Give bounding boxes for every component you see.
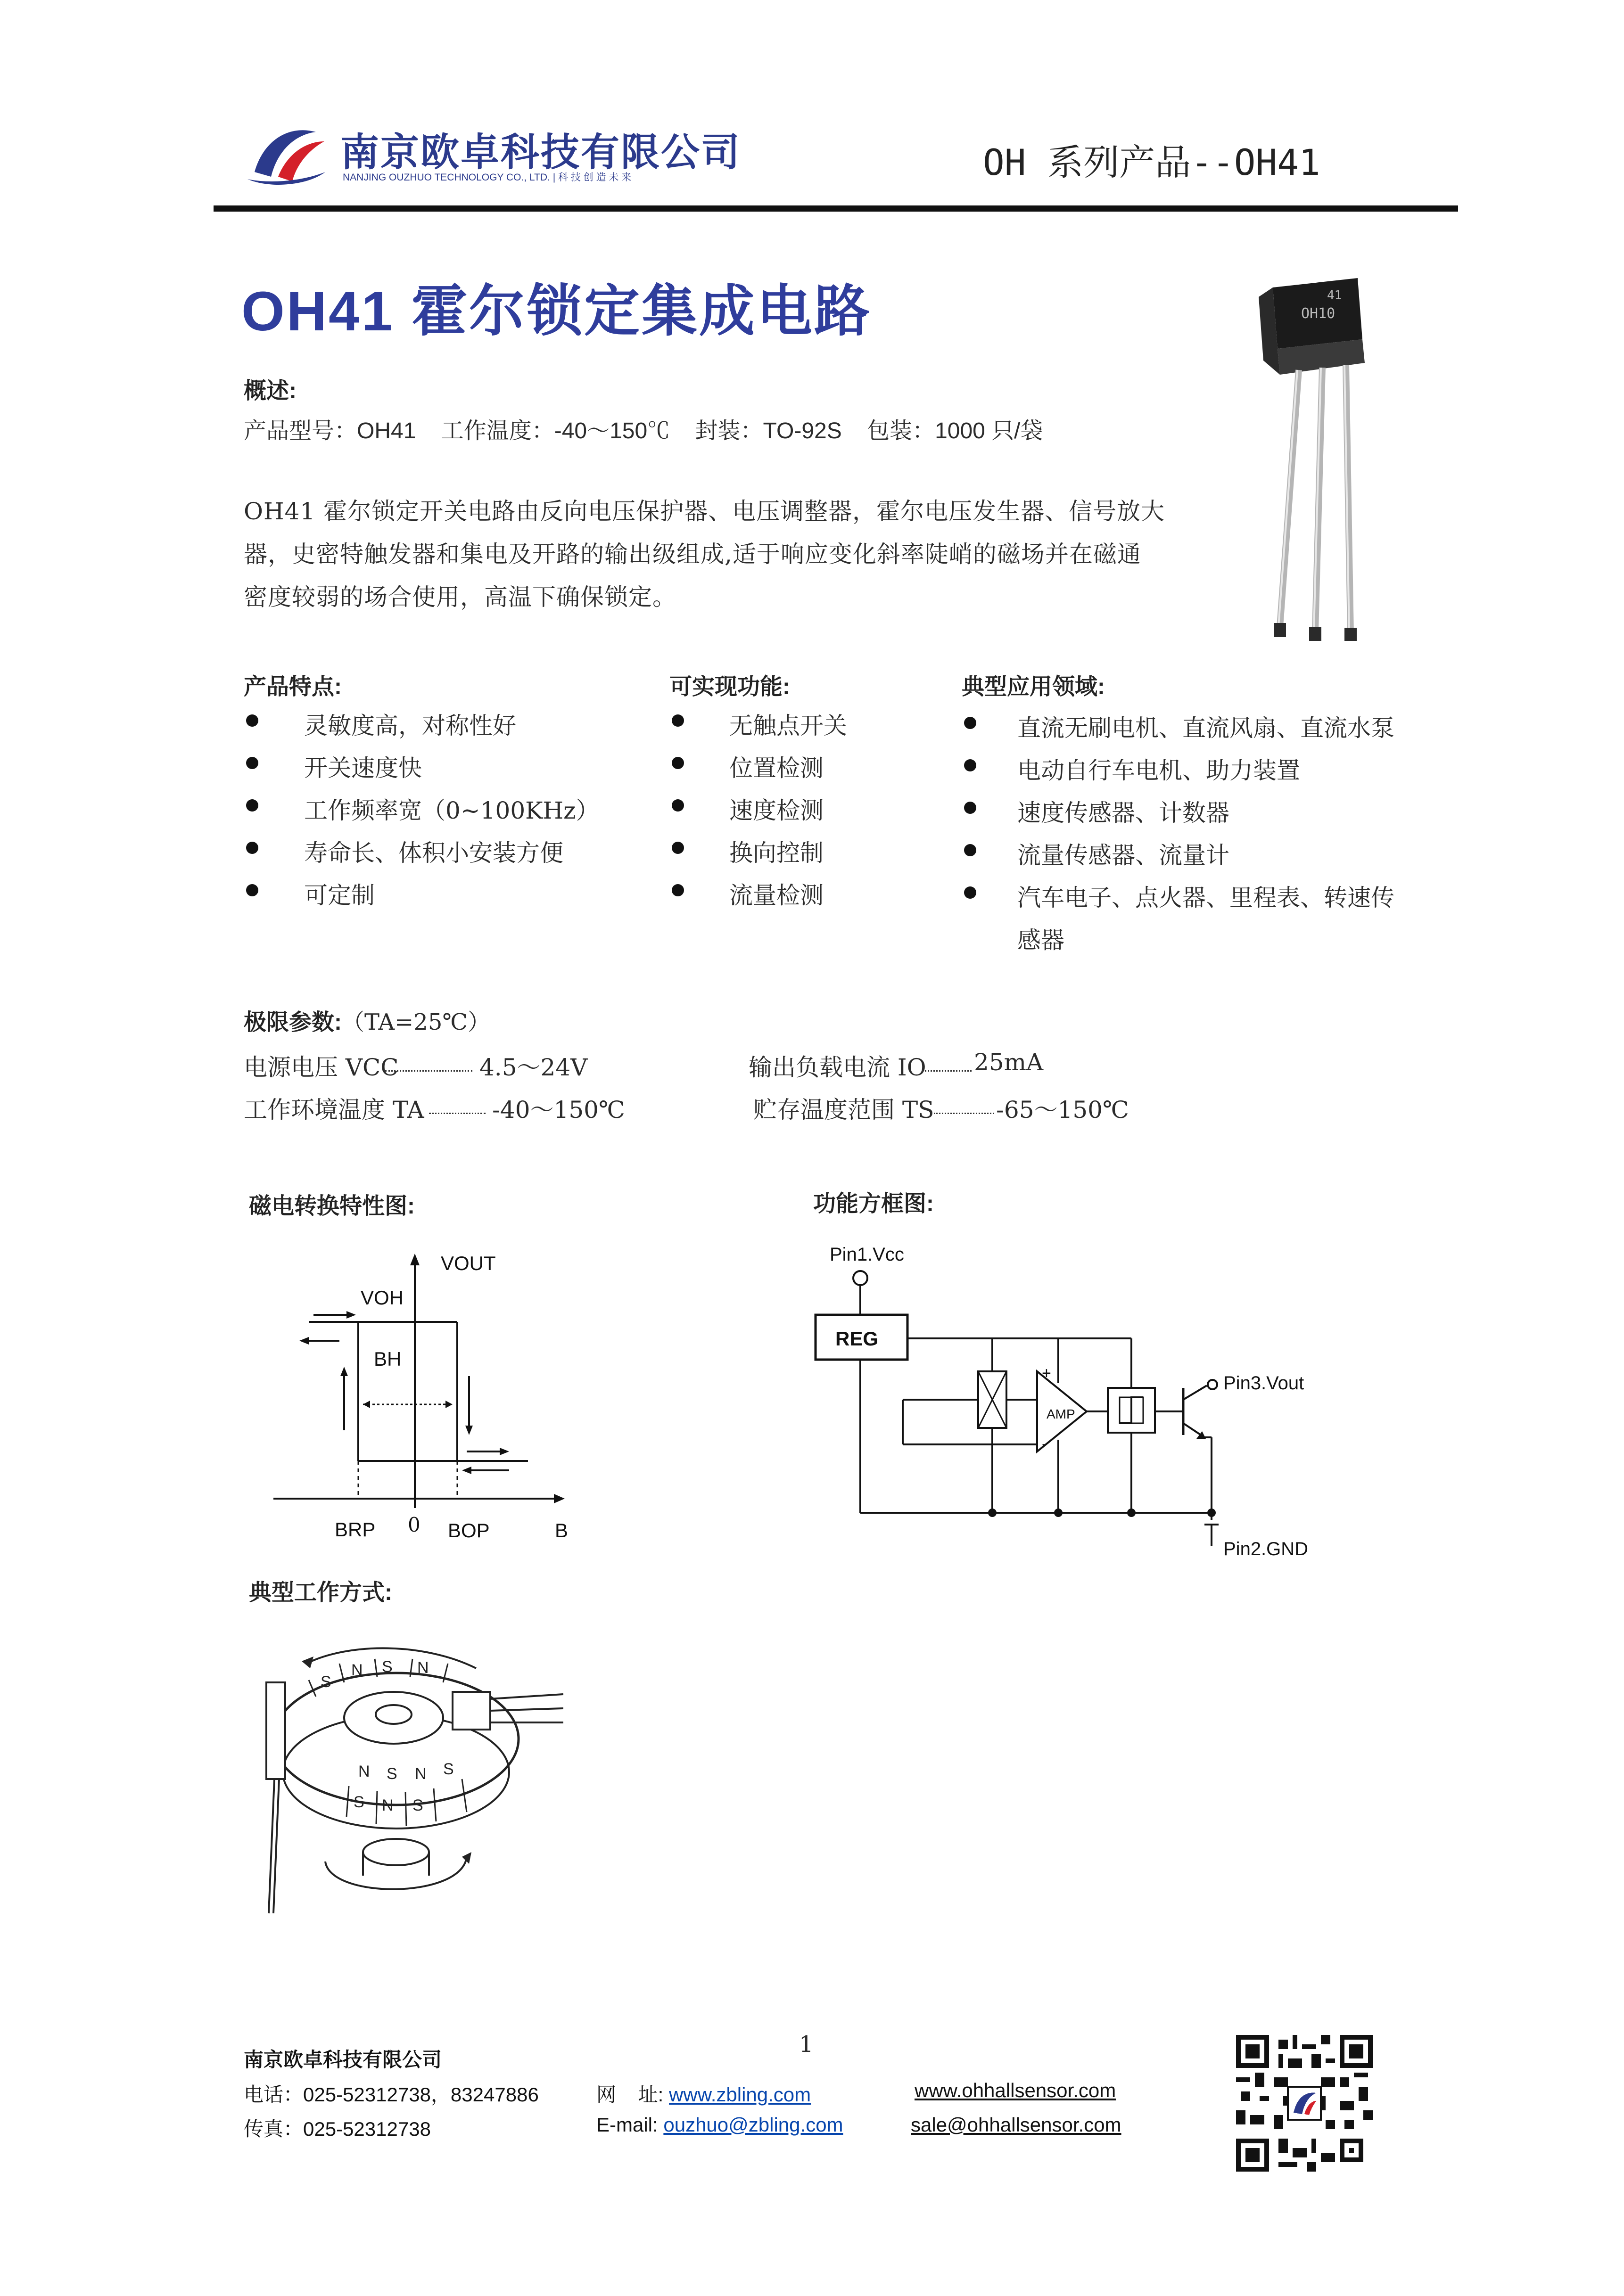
list-item-text: 灵敏度高，对称性好 xyxy=(304,712,516,739)
magnetic-chart xyxy=(264,1244,594,1555)
description-line: 器，史密特触发器和集电及开路的输出级组成,适于响应变化斜率陡峭的磁场并在磁通 xyxy=(244,541,1141,568)
pole-label: N xyxy=(382,1796,394,1814)
list-item-text: 汽车电子、点火器、里程表、转速传 xyxy=(1017,884,1394,911)
chip-marking-2: OH10 xyxy=(1301,305,1335,322)
product-photo xyxy=(1245,269,1377,641)
overview-specs: 产品型号：OH41 工作温度：-40～150℃ 封装：TO-92S 包装：1000 只/袋 xyxy=(244,418,1043,443)
footer-web-row xyxy=(596,2079,811,2107)
pole-label: S xyxy=(321,1673,331,1691)
limit-ts-label: 贮存温度范围 TS xyxy=(753,1096,934,1123)
limits-heading: 极限参数: xyxy=(244,1010,342,1035)
limit-io-label: 输出负载电流 IO xyxy=(749,1054,926,1081)
description-line: 密度较弱的场合使用，高温下确保锁定。 xyxy=(244,583,676,611)
email-link-2[interactable]: sale@ohhallsensor.com xyxy=(911,2114,1121,2136)
list-item-text: 寿命长、体积小安装方便 xyxy=(304,839,563,867)
pin1-terminal xyxy=(853,1271,867,1285)
bullet-icon xyxy=(672,714,684,727)
block-diagram-heading: 功能方框图: xyxy=(813,1191,934,1216)
logo-swoosh-icon xyxy=(245,120,328,189)
bullet-icon xyxy=(246,884,258,896)
company-name-en: NANJING OUZHUO TECHNOLOGY CO., LTD. | 科 技 创 造 未 来 xyxy=(343,172,632,183)
list-item xyxy=(672,707,847,741)
voh-label: VOH xyxy=(361,1287,404,1309)
list-item xyxy=(672,877,824,910)
leader-dots xyxy=(922,1070,972,1072)
list-item-text: 直流无刷电机、直流风扇、直流水泵 xyxy=(1017,714,1394,742)
pole-label: S xyxy=(354,1793,364,1811)
email-label: E-mail: xyxy=(596,2114,658,2136)
pole-label: S xyxy=(412,1796,423,1814)
list-item-text: 电动自行车电机、助力装置 xyxy=(1017,757,1300,784)
leader-dots xyxy=(429,1113,486,1114)
limit-ta-row xyxy=(244,1091,625,1123)
web-link-2[interactable]: www.ohhallsensor.com xyxy=(915,2079,1116,2101)
pole-label: S xyxy=(382,1658,393,1676)
limit-vcc-label: 电源电压 VCC xyxy=(244,1054,399,1081)
bullet-icon xyxy=(246,714,258,727)
qr-code xyxy=(1236,2035,1373,2172)
bop-label: BOP xyxy=(448,1519,490,1542)
pole-label: N xyxy=(417,1659,429,1677)
list-item-text: 可定制 xyxy=(304,882,375,909)
b-axis-label: B xyxy=(555,1519,569,1542)
features-list xyxy=(246,707,623,919)
bullet-icon xyxy=(672,757,684,769)
limit-ts-row xyxy=(753,1091,1130,1123)
chip-marking-1: 41 xyxy=(1327,288,1342,303)
limit-vcc-value: 4.5～24V xyxy=(479,1054,588,1081)
header-rule xyxy=(214,205,1458,212)
limit-ta-value: -40～150℃ xyxy=(492,1096,625,1123)
limit-ta-label: 工作环境温度 TA xyxy=(244,1096,424,1123)
limits-condition: （TA=25℃） xyxy=(342,1009,491,1035)
footer-tel: 电话：025-52312738，83247886 xyxy=(244,2083,539,2106)
pin3-label: Pin3.Vout xyxy=(1223,1373,1304,1394)
hall-sensor xyxy=(453,1692,490,1730)
overview-description xyxy=(244,490,1210,619)
list-item-text: 感器 xyxy=(1017,927,1064,954)
pole-label: N xyxy=(415,1765,427,1783)
bullet-icon xyxy=(246,757,258,769)
list-item-text: 开关速度快 xyxy=(304,754,422,782)
bullet-icon xyxy=(964,759,976,771)
limits-heading-row xyxy=(244,1004,490,1036)
pin1-label: Pin1.Vcc xyxy=(830,1244,904,1265)
bullet-icon xyxy=(672,884,684,896)
list-item xyxy=(964,836,1229,870)
vout-label: VOUT xyxy=(441,1252,496,1274)
series-label: OH 系列产品--OH41 xyxy=(983,141,1320,183)
typical-usage-heading: 典型工作方式: xyxy=(249,1580,392,1605)
list-item xyxy=(964,709,1394,743)
footer-email-row xyxy=(596,2114,843,2136)
functions-list xyxy=(672,707,955,919)
pin2-label: Pin2.GND xyxy=(1223,1539,1309,1559)
web-label: 网 址: xyxy=(596,2083,664,2106)
applications-heading: 典型应用领域: xyxy=(962,674,1105,699)
block-diagram xyxy=(806,1237,1358,1567)
functions-heading: 可实现功能: xyxy=(669,674,790,699)
email-link-1[interactable]: ouzhuo@zbling.com xyxy=(663,2114,843,2136)
bullet-icon xyxy=(964,844,976,856)
overview-heading: 概述: xyxy=(244,378,297,403)
list-item-text: 速度传感器、计数器 xyxy=(1017,799,1229,827)
pole-label: N xyxy=(351,1661,363,1679)
web-link-1[interactable]: www.zbling.com xyxy=(669,2083,811,2106)
origin-label: 0 xyxy=(408,1513,420,1536)
bullet-icon xyxy=(246,842,258,854)
page-number: 1 xyxy=(799,2031,814,2058)
list-item xyxy=(246,834,563,868)
pin3-terminal xyxy=(1208,1380,1217,1389)
list-item xyxy=(246,749,422,783)
list-item-text: 位置检测 xyxy=(729,754,824,782)
list-item xyxy=(672,834,824,868)
svg-text:-: - xyxy=(1042,1435,1047,1453)
list-item-continuation xyxy=(964,921,1064,955)
leader-dots xyxy=(934,1113,994,1114)
limit-ts-value: -65～150℃ xyxy=(996,1096,1129,1123)
bullet-icon xyxy=(964,802,976,814)
limit-vcc-row xyxy=(244,1049,602,1081)
bullet-icon xyxy=(672,799,684,812)
applications-list xyxy=(964,709,1435,973)
features-heading: 产品特点: xyxy=(244,674,342,699)
typical-usage-illustration xyxy=(255,1635,585,1918)
list-item xyxy=(672,749,824,783)
pole-label: S xyxy=(387,1765,397,1783)
list-item-text: 流量传感器、流量计 xyxy=(1017,842,1229,869)
list-item-text: 工作频率宽（0~100KHz） xyxy=(304,797,600,824)
list-item xyxy=(964,752,1300,786)
page-title: OH41 霍尔锁定集成电路 xyxy=(241,280,872,343)
pole-label: S xyxy=(443,1760,454,1778)
company-logo xyxy=(245,120,328,189)
bullet-icon xyxy=(964,717,976,729)
footer-company: 南京欧卓科技有限公司 xyxy=(244,2049,442,2071)
bullet-icon xyxy=(246,799,258,812)
list-item xyxy=(246,877,375,910)
list-item xyxy=(672,792,824,826)
list-item-text: 换向控制 xyxy=(729,839,824,867)
footer-fax: 传真：025-52312738 xyxy=(244,2118,431,2140)
magnetic-chart-heading: 磁电转换特性图: xyxy=(249,1194,415,1219)
description-line: OH41 霍尔锁定开关电路由反向电压保护器、电压调整器，霍尔电压发生器、信号放大 xyxy=(244,498,1165,525)
bh-label: BH xyxy=(374,1348,402,1370)
limit-io-value: 25mA xyxy=(974,1049,1044,1076)
limit-io-row xyxy=(749,1049,1102,1081)
list-item xyxy=(964,794,1229,828)
bullet-icon xyxy=(964,886,976,899)
list-item-text: 流量检测 xyxy=(729,882,824,909)
list-item-text: 速度检测 xyxy=(729,797,824,824)
list-item xyxy=(964,879,1394,913)
pole-label: N xyxy=(358,1763,370,1780)
list-item xyxy=(246,792,599,826)
list-item-text: 无触点开关 xyxy=(729,712,847,739)
svg-text:+: + xyxy=(1042,1364,1051,1382)
list-item xyxy=(246,707,516,741)
amp-label: AMP xyxy=(1047,1407,1075,1421)
leader-dots xyxy=(385,1070,472,1072)
reg-label: REG xyxy=(835,1328,879,1350)
bullet-icon xyxy=(672,842,684,854)
company-name-cn: 南京欧卓科技有限公司 xyxy=(340,131,742,174)
brp-label: BRP xyxy=(335,1518,376,1541)
